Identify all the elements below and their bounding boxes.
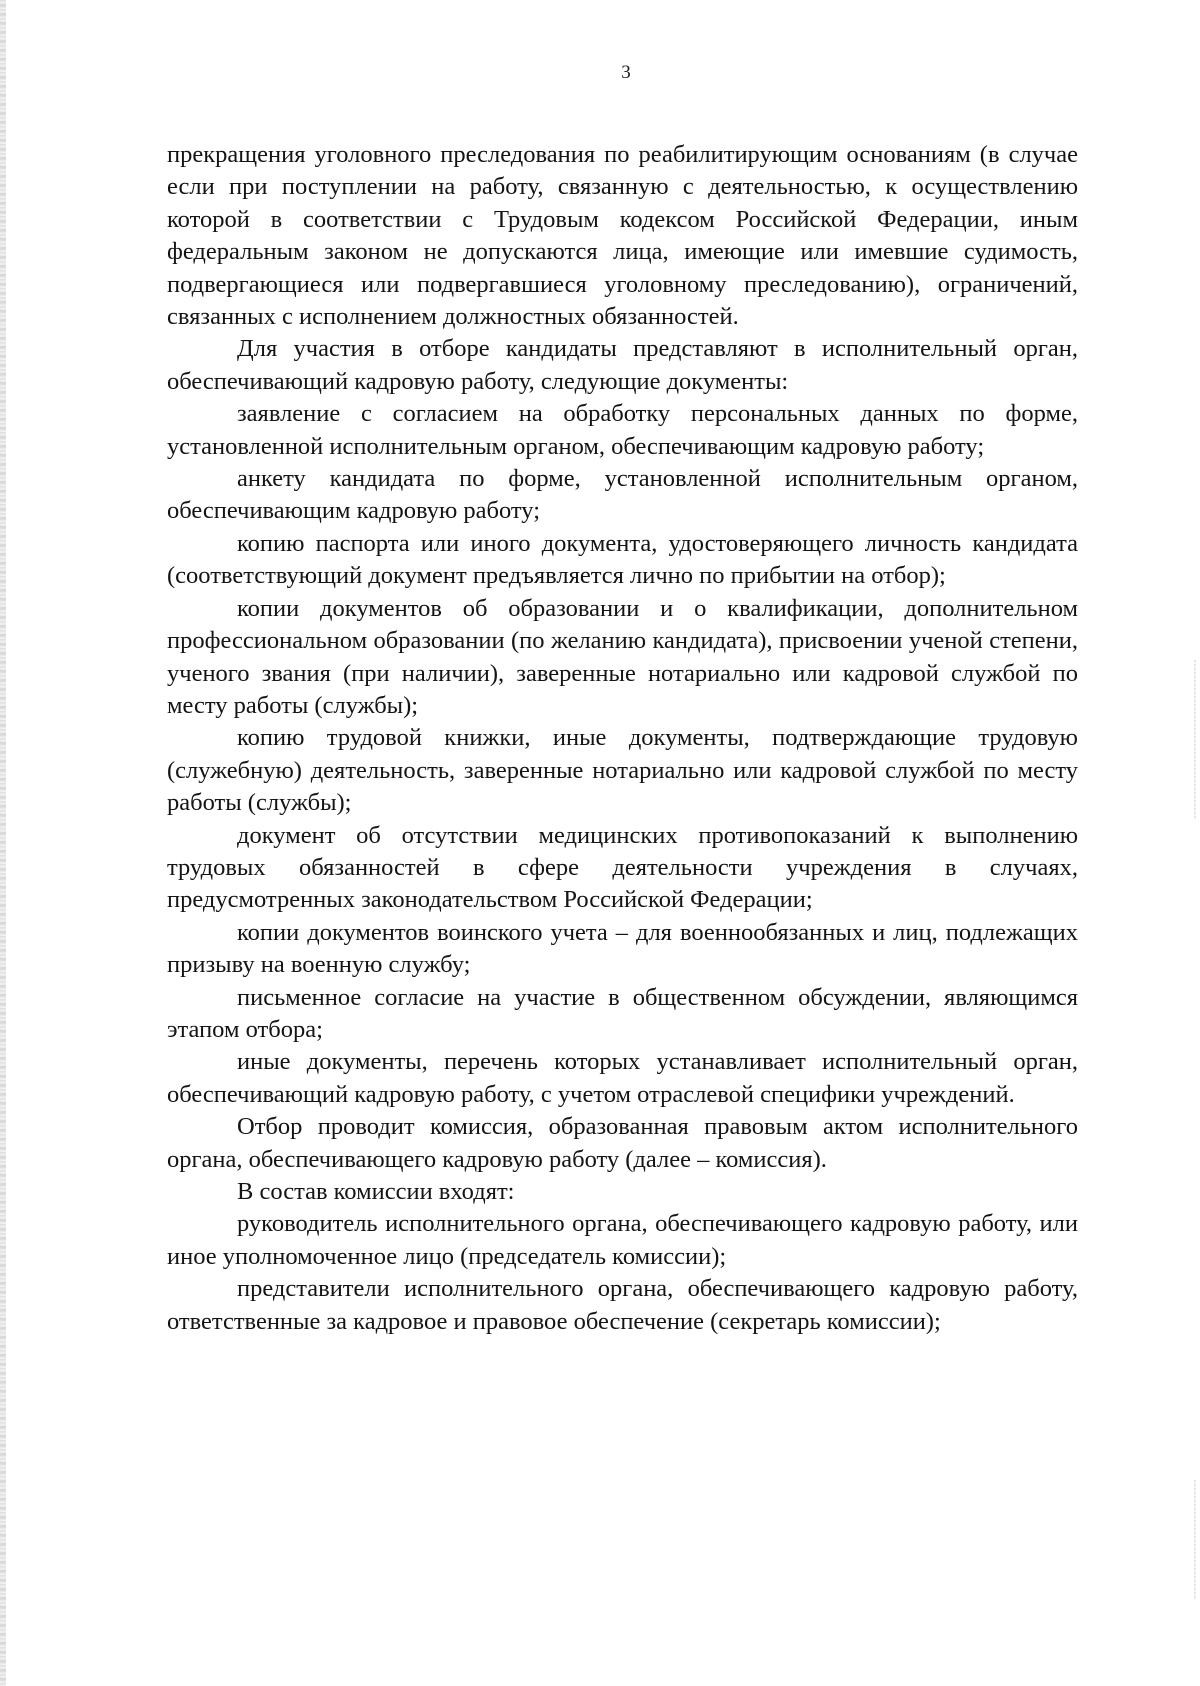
list-item: копии документов воинского учета – для военнообязанных и лиц, подлежащих призыву на военную службу; — [167, 918, 1078, 979]
list-item: руководитель исполнительного органа, обеспечивающего кадровую работу, или иное уполномоченное лицо (председатель комиссии); — [167, 1210, 1078, 1270]
list-item: копии документов об образовании и о квалификации, дополнительном профессиональном образовании (по желанию кандидата), присвоении ученой степени, ученого звания (при наличии), заверенные нотариально или кадровой службой по месту работы (службы); — [167, 594, 1078, 719]
document-body — [167, 139, 1078, 1338]
list-item: заявление с согласием на обработку персональных данных по форме, установленной исполнительным органом, обеспечивающим кадровую работу; — [167, 400, 1078, 460]
page-number: 3 — [621, 62, 631, 83]
list-item: документ об отсутствии медицинских противопоказаний к выполнению трудовых обязанностей в сфере деятельности учреждения в случаях, предусмотренных законодательством Российской Федерации; — [167, 821, 1078, 914]
list-item: анкету кандидата по форме, установленной исполнительным органом, обеспечивающим кадровую работу; — [167, 465, 1078, 525]
scan-edge-right-mark — [1194, 660, 1196, 820]
paragraph: В состав комиссии входят: — [237, 1178, 515, 1205]
paragraph: Для участия в отборе кандидаты представляют в исполнительный орган, обеспечивающий кадровую работу, следующие документы: — [167, 335, 1078, 395]
paragraph: прекращения уголовного преследования по реабилитирующим основаниям (в случае если при поступлении на работу, связанную с деятельностью, к осуществлению которой в соответствии с Трудовым кодексом Российской Федерации, иным федеральным законом не допускаются лица, имеющие или имевшие судимость, подвергающиеся или подвергавшиеся уголовному преследованию), ограничений, связанных с исполнением должностных обязанностей. — [167, 141, 1078, 331]
list-item: копию паспорта или иного документа, удостоверяющего личность кандидата (соответствующий документ предъявляется лично по прибытии на отбор); — [167, 529, 1078, 590]
list-item: представители исполнительного органа, обеспечивающего кадровую работу, ответственные за кадровое и правовое обеспечение (секретарь комиссии); — [167, 1275, 1078, 1335]
list-item: иные документы, перечень которых устанавливает исполнительный орган, обеспечивающий кадровую работу, с учетом отраслевой специфики учреждений. — [167, 1048, 1078, 1108]
list-item: письменное согласие на участие в общественном обсуждении, являющимся этапом отбора; — [167, 983, 1078, 1043]
scan-edge-left — [0, 0, 6, 1686]
list-item: копию трудовой книжки, иные документы, подтверждающие трудовую (служебную) деятельность, заверенные нотариально или кадровой службой по месту работы (службы); — [167, 724, 1078, 817]
scan-edge-right-mark — [1194, 1480, 1196, 1600]
paragraph: Отбор проводит комиссия, образованная правовым актом исполнительного органа, обеспечивающего кадровую работу (далее – комиссия). — [167, 1113, 1078, 1173]
